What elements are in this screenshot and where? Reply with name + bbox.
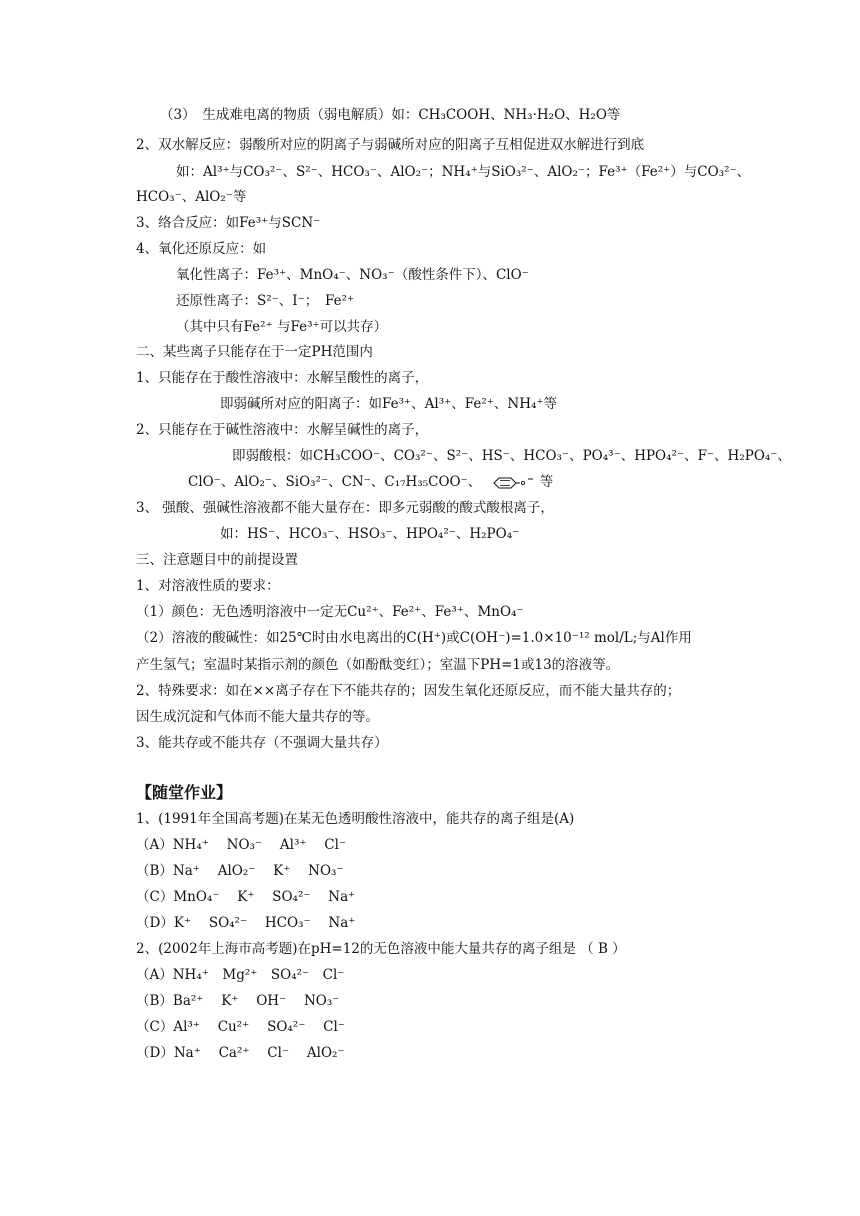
- section-heading: 二、某些离子只能存在于一定PH范围内: [136, 344, 373, 360]
- question-1: 1、(1991年全国高考题)在某无色透明酸性溶液中，能共存的离子组是(A): [136, 811, 575, 827]
- text-line: 3、能共存或不能共存（不强调大量共存）: [136, 735, 388, 751]
- text-line: 1、只能存在于酸性溶液中：水解呈酸性的离子，: [136, 370, 429, 386]
- text-line: 4、氧化还原反应：如: [136, 241, 267, 257]
- text-line: 氧化性离子：Fe³⁺、MnO₄⁻、NO₃⁻（酸性条件下）、ClO⁻: [176, 267, 529, 283]
- text-line: 即弱酸根：如CH₃COO⁻、CO₃²⁻、S²⁻、HS⁻、HCO₃⁻、PO₄³⁻、HPO₄²⁻、F⁻、H₂PO₄⁻、: [232, 448, 791, 464]
- text-line: 2、特殊要求：如在××离子存在下不能共存的；因发生氧化还原反应，而不能大量共存的；: [136, 683, 681, 699]
- question-option: （C）Al³⁺ Cu²⁺ SO₄²⁻ Cl⁻: [136, 1019, 345, 1035]
- text-line: HCO₃⁻、AlO₂⁻等: [136, 189, 247, 205]
- text-line-part: 等: [539, 474, 554, 490]
- question-option: （D）Na⁺ Ca²⁺ Cl⁻ AlO₂⁻: [136, 1045, 345, 1061]
- question-option: （B）Ba²⁺ K⁺ OH⁻ NO₃⁻: [136, 993, 340, 1009]
- question-option: （A）NH₄⁺ NO₃⁻ Al³⁺ Cl⁻: [136, 837, 347, 853]
- text-line: 2、只能存在于碱性溶液中：水解呈碱性的离子，: [136, 422, 429, 438]
- text-line: 还原性离子：S²⁻、I⁻； Fe²⁺: [176, 293, 355, 309]
- section-heading: 三、注意题目中的前提设置: [136, 552, 298, 568]
- question-option: （A）NH₄⁺ Mg²⁺ SO₄²⁻ Cl⁻: [136, 967, 345, 983]
- text-line: 如：HS⁻、HCO₃⁻、HSO₃⁻、HPO₄²⁻、H₂PO₄⁻: [220, 526, 520, 542]
- question-option: （D）K⁺ SO₄²⁻ HCO₃⁻ Na⁺: [136, 915, 356, 931]
- text-line: 3、 强酸、强碱性溶液都不能大量存在：即多元弱酸的酸式酸根离子，: [136, 500, 554, 516]
- question-option: （C）MnO₄⁻ K⁺ SO₄²⁻ Na⁺: [136, 889, 356, 905]
- text-line: 因生成沉淀和气体而不能大量共存的等。: [136, 709, 379, 725]
- homework-heading: 【随堂作业】: [136, 783, 233, 802]
- question-option: （B）Na⁺ AlO₂⁻ K⁺ NO₃⁻: [136, 863, 344, 879]
- text-line: （1）颜色：无色透明溶液中一定无Cu²⁺、Fe²⁺、Fe³⁺、MnO₄⁻: [136, 604, 524, 620]
- phenoxide-ring-icon: [488, 476, 534, 490]
- text-line: 3、络合反应：如Fe³⁺与SCN⁻: [136, 215, 321, 231]
- text-line: 1、对溶液性质的要求：: [136, 578, 280, 594]
- text-line-part: ClO⁻、AlO₂⁻、SiO₃²⁻、CN⁻、C₁₇H₃₅COO⁻、: [188, 474, 482, 490]
- text-line: 即弱碱所对应的阳离子：如Fe³⁺、Al³⁺、Fe²⁺、NH₄⁺等: [220, 396, 558, 412]
- text-line: 如：Al³⁺与CO₃²⁻、S²⁻、HCO₃⁻、AlO₂⁻；NH₄⁺与SiO₃²⁻、AlO₂⁻；Fe³⁺（Fe²⁺）与CO₃²⁻、: [176, 164, 751, 180]
- text-line: 2、双水解反应：弱酸所对应的阴离子与弱碱所对应的阳离子互相促进双水解进行到底: [136, 137, 645, 153]
- question-2: 2、(2002年上海市高考题)在pH=12的无色溶液中能大量共存的离子组是 （ B ）: [136, 941, 626, 957]
- text-line: 产生氢气；室温时某指示剂的颜色（如酚酞变红）；室温下PH=1或13的溶液等。: [136, 657, 620, 673]
- text-line: （其中只有Fe²⁺ 与Fe³⁺可以共存）: [176, 319, 388, 335]
- text-line: （2）溶液的酸碱性：如25℃时由水电离出的C(H⁺)或C(OH⁻)=1.0×10⁻¹² mol/L;与Al作用: [136, 630, 692, 646]
- text-line: [188, 473, 553, 491]
- text-line: （3） 生成难电离的物质（弱电解质）如：CH₃COOH、NH₃·H₂O、H₂O等: [160, 107, 621, 123]
